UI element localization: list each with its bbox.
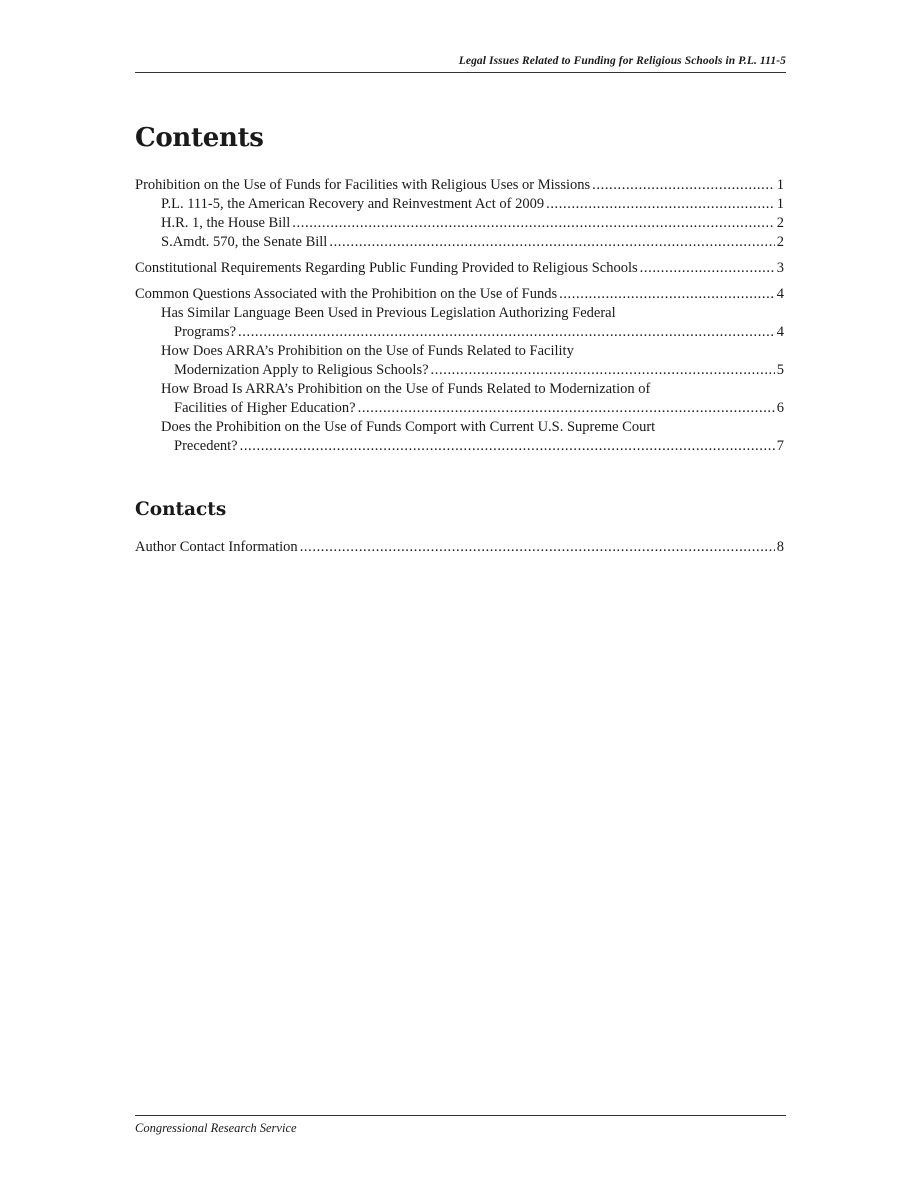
- toc-entry-text-continued: Modernization Apply to Religious Schools?: [174, 362, 429, 378]
- toc-entry-text: How Does ARRA’s Prohibition on the Use of Funds Related to Facility: [161, 343, 574, 359]
- toc-entry[interactable]: [135, 214, 784, 233]
- toc-entry-text: Author Contact Information: [135, 539, 298, 555]
- toc-entry[interactable]: [135, 380, 784, 418]
- dot-leader: [431, 361, 775, 380]
- toc-entry-text: S.Amdt. 570, the Senate Bill: [161, 234, 328, 250]
- dot-leader: [240, 437, 775, 456]
- contents-toc: [135, 285, 784, 456]
- toc-page-number: 4: [776, 286, 784, 302]
- dot-leader: [358, 399, 775, 418]
- toc-entry[interactable]: [135, 233, 784, 252]
- toc-entry[interactable]: [135, 342, 784, 380]
- toc-page-number: 5: [776, 362, 784, 378]
- toc-page-number: 1: [776, 196, 784, 212]
- toc-page-number: 7: [776, 438, 784, 454]
- toc-page-number: 2: [776, 234, 784, 250]
- toc-entry-text: Constitutional Requirements Regarding Public Funding Provided to Religious Schools: [135, 260, 638, 276]
- toc-entry[interactable]: [135, 285, 784, 304]
- dot-leader: [640, 259, 775, 278]
- toc-entry[interactable]: [135, 176, 784, 195]
- header-rule: [135, 72, 786, 73]
- dot-leader: [592, 176, 775, 195]
- toc-entry-text: Prohibition on the Use of Funds for Facilities with Religious Uses or Missions: [135, 177, 591, 193]
- toc-entry-text-continued: Facilities of Higher Education?: [174, 400, 356, 416]
- toc-entry[interactable]: [135, 304, 784, 342]
- toc-page-number: 4: [776, 324, 784, 340]
- toc-entry-text: Common Questions Associated with the Prohibition on the Use of Funds: [135, 286, 558, 302]
- toc-entry[interactable]: [135, 538, 784, 557]
- toc-entry-text-continued: Precedent?: [174, 438, 238, 454]
- dot-leader: [238, 323, 775, 342]
- toc-entry-text: How Broad Is ARRA’s Prohibition on the Use of Funds Related to Modernization of: [161, 381, 651, 397]
- toc-entry-text: Has Similar Language Been Used in Previous Legislation Authorizing Federal: [161, 305, 616, 321]
- footer-rule: [135, 1115, 786, 1116]
- dot-leader: [300, 538, 775, 557]
- toc-page-number: 3: [776, 260, 784, 276]
- toc-page-number: 1: [776, 177, 784, 193]
- toc-page-number: 2: [776, 215, 784, 231]
- running-footer: Congressional Research Service: [135, 1121, 297, 1135]
- toc-entry-text-continued: Programs?: [174, 324, 237, 340]
- contents-heading: Contents: [135, 123, 264, 153]
- contents-toc: [135, 176, 784, 252]
- contacts-heading: Contacts: [135, 499, 227, 520]
- toc-entry-text: H.R. 1, the House Bill: [161, 215, 291, 231]
- running-header: Legal Issues Related to Funding for Religious Schools in P.L. 111-5: [458, 55, 786, 67]
- toc-entry-text: P.L. 111-5, the American Recovery and Reinvestment Act of 2009: [161, 196, 545, 212]
- toc-page-number: 6: [776, 400, 784, 416]
- toc-entry[interactable]: [135, 418, 784, 456]
- toc-page-number: 8: [776, 539, 784, 555]
- toc-entry-text: Does the Prohibition on the Use of Funds Comport with Current U.S. Supreme Court: [161, 419, 656, 435]
- dot-leader: [292, 214, 774, 233]
- toc-entry[interactable]: [135, 195, 784, 214]
- dot-leader: [559, 285, 775, 304]
- dot-leader: [329, 233, 774, 252]
- contacts-toc: [135, 538, 784, 557]
- dot-leader: [546, 195, 775, 214]
- contents-toc: [135, 259, 784, 278]
- toc-entry[interactable]: [135, 259, 784, 278]
